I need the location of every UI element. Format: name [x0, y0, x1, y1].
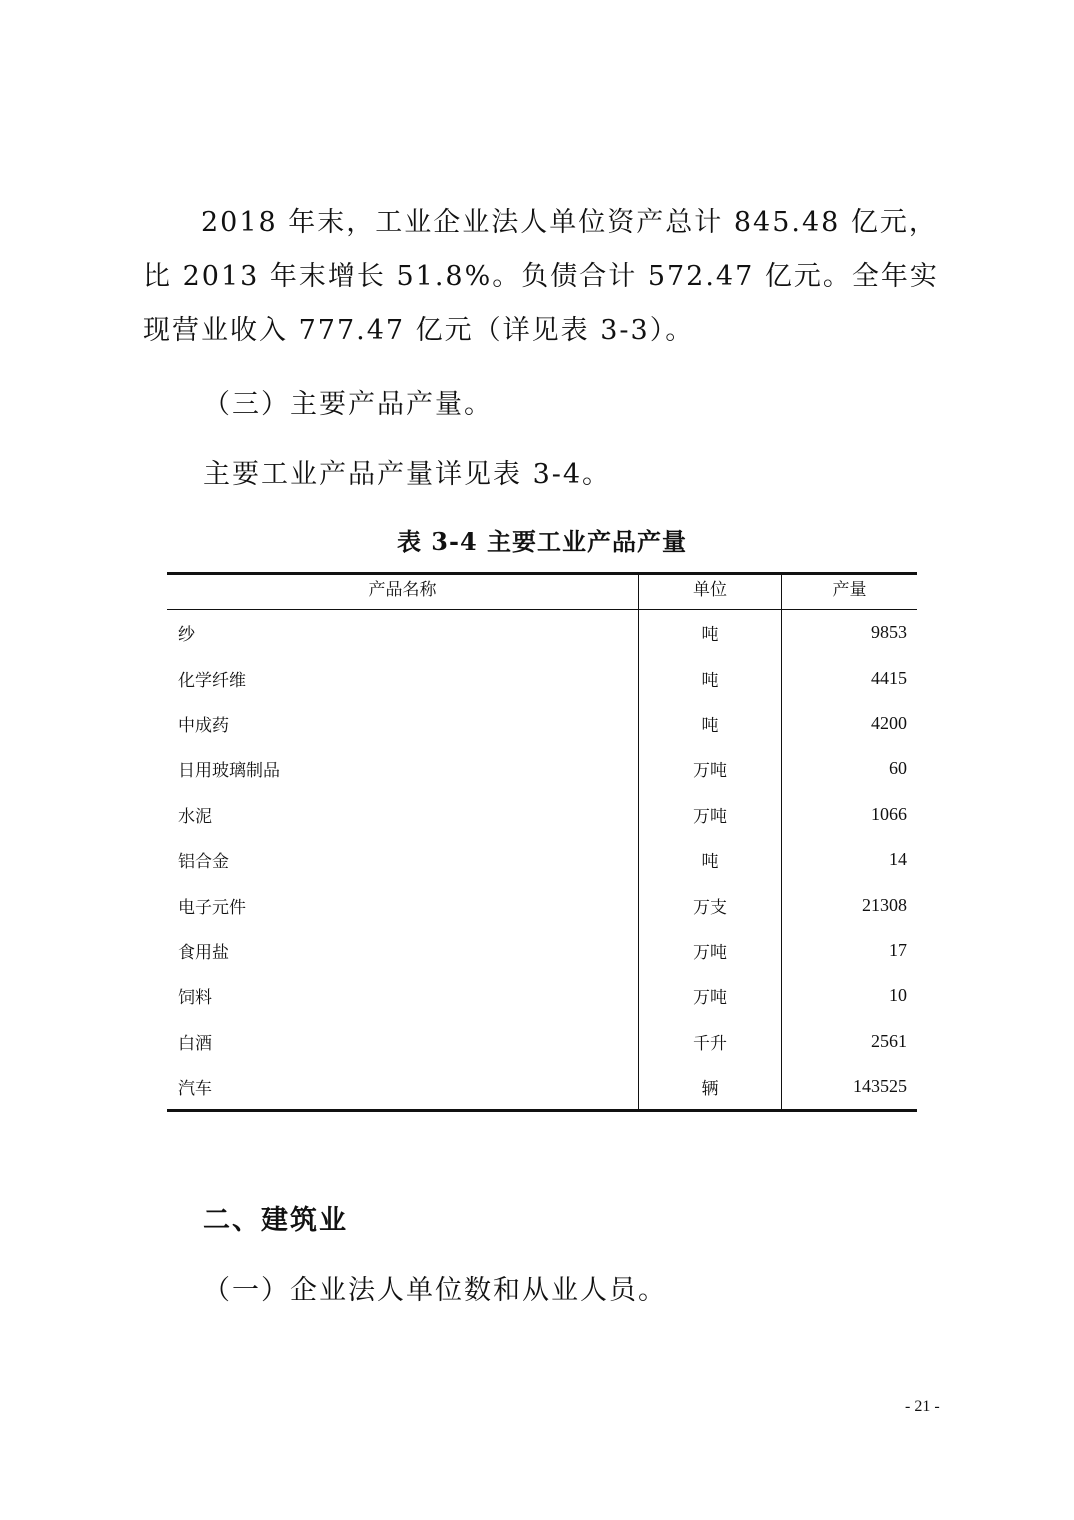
paragraph-assets-text: 2018 年末，工业企业法人单位资产总计 845.48 亿元，比 2013 年末增长 51.8%。负债合计 572.47 亿元。全年实现营业收入 777.47 亿元（详见表 3-3）。: [143, 207, 939, 346]
table-row: [167, 973, 917, 1018]
table-row: [167, 837, 917, 882]
cell-value: 1066: [871, 803, 907, 824]
cell-name: 纱: [178, 625, 195, 646]
cell-value: 9853: [871, 622, 907, 643]
cell-value: 2561: [871, 1030, 907, 1051]
cell-value: 4415: [871, 667, 907, 688]
table-row: [167, 746, 917, 791]
cell-value: 60: [889, 758, 907, 779]
paragraph-assets: [143, 196, 943, 358]
cell-name: 白酒: [178, 1033, 212, 1054]
cell-name: 铝合金: [178, 852, 229, 873]
header-unit: 单位: [639, 574, 782, 610]
header-output: 产量: [782, 574, 918, 610]
table-row: [167, 882, 917, 927]
cell-value: 4200: [871, 712, 907, 733]
cell-value: 21308: [862, 894, 907, 915]
cell-unit: 吨: [639, 701, 782, 746]
cell-unit: 吨: [639, 610, 782, 656]
cell-name: 汽车: [167, 1064, 639, 1111]
table-row: [167, 928, 917, 973]
subsection-heading-enterprises: （一）企业法人单位数和从业人员。: [203, 1275, 667, 1306]
cell-name: 日用玻璃制品: [178, 761, 280, 782]
table-row: [167, 1019, 917, 1064]
header-product-name: 产品名称: [167, 574, 639, 610]
cell-unit: 万吨: [639, 973, 782, 1018]
cell-unit: 千升: [639, 1019, 782, 1064]
cell-unit: 万吨: [639, 792, 782, 837]
table-row: [167, 701, 917, 746]
cell-value: 10: [889, 985, 907, 1006]
section-heading-main-products: （三）主要产品产量。: [203, 389, 493, 420]
cell-name: 中成药: [178, 715, 229, 736]
table-header-row: [167, 574, 917, 610]
section-heading-construction: 二、建筑业: [203, 1205, 348, 1236]
table-row: [167, 655, 917, 700]
cell-value: 17: [889, 939, 907, 960]
cell-unit: 吨: [639, 655, 782, 700]
cell-unit: 辆: [639, 1064, 782, 1111]
products-table: [167, 572, 917, 1112]
cell-value: 143525: [782, 1064, 918, 1111]
cell-unit: 万吨: [639, 746, 782, 791]
cell-value: 14: [889, 849, 907, 870]
paragraph-products-ref: 主要工业产品产量详见表 3-4。: [203, 459, 612, 490]
cell-unit: 吨: [639, 837, 782, 882]
table-row: [167, 792, 917, 837]
cell-name: 食用盐: [178, 942, 229, 963]
cell-name: 化学纤维: [178, 670, 246, 691]
cell-name: 电子元件: [178, 897, 246, 918]
table-row: [167, 1064, 917, 1111]
cell-unit: 万支: [639, 882, 782, 927]
cell-unit: 万吨: [639, 928, 782, 973]
cell-name: 水泥: [178, 806, 212, 827]
cell-name: 饲料: [178, 988, 212, 1009]
table-row: [167, 610, 917, 656]
table-title: 表 3-4 主要工业产品产量: [396, 527, 688, 556]
page-number: - 21 -: [905, 1398, 940, 1415]
